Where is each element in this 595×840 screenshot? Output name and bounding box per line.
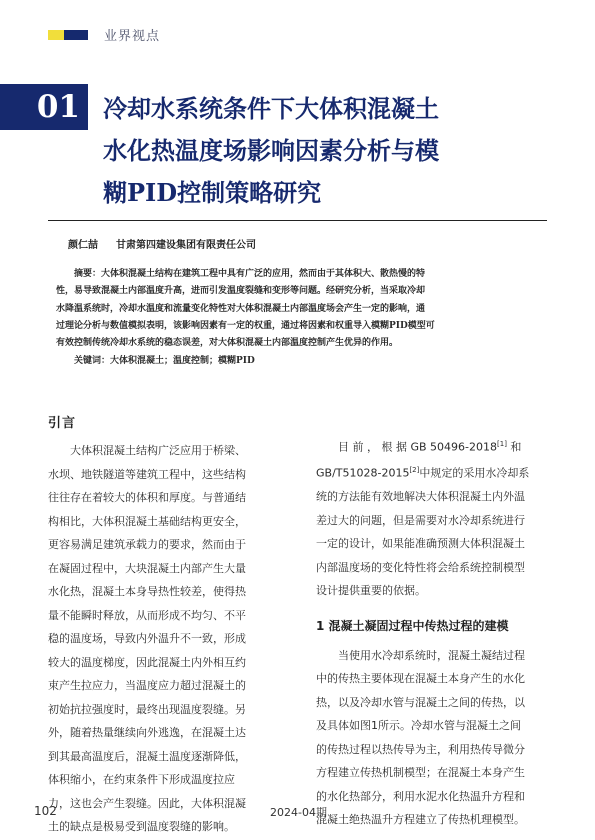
author-line (68, 236, 256, 251)
abstract-line: 水降温系统时，冷却水温度和流量变化特性对大体积混凝土内部温度场会产生一定的影响，通 (56, 303, 426, 314)
author-affiliation: 甘肃第四建设集团有限责任公司 (116, 240, 256, 251)
author-name: 颜仁喆 (68, 240, 98, 251)
citation-1: [1] (497, 440, 507, 448)
text-line: 较大的温度梯度，因此混凝土内外相互约 (48, 655, 246, 669)
issue-label: 2024-04期 (270, 806, 327, 819)
intro-paragraph (48, 439, 286, 839)
text-line: 初始抗拉强度时，最终出现温度裂缝。另 (48, 702, 246, 716)
text-line: 的水化热部分，利用水泥水化热温升方程和 (316, 789, 525, 803)
text-line: 力，这也会产生裂缝。因此，大体积混凝 (48, 796, 246, 810)
text-line: 当使用水冷却系统时，混凝土凝结过程 (338, 648, 525, 662)
text-segment: GB/T51028-2015 (316, 466, 410, 480)
text-line: 束产生拉应力，当温度应力超过混凝土的 (48, 679, 246, 692)
text-line: 稳的温度场，导致内外温升不一致，形成 (48, 632, 246, 645)
text-line: 构相比，大体积混凝土基础结构更安全， (48, 514, 246, 528)
title-line: 水化热温度场影响因素分析与模 (103, 136, 439, 165)
article-number: 01 (0, 84, 88, 130)
text-line: 大体积混凝土结构广泛应用于桥梁、 (70, 444, 246, 457)
text-line: 一定的设计，如果能准确预测大体积混凝土 (316, 537, 525, 551)
modeling-paragraph (316, 644, 554, 832)
section-heading: 1 混凝土凝固过程中传热过程的建模 (316, 618, 509, 633)
text-line: 中的传热主要体现在混凝土本身产生的水化 (316, 672, 525, 686)
text-segment: 中规定的采用水冷却系 (419, 466, 530, 480)
text-line (316, 433, 554, 459)
text-line: 的传热过程以热传导为主，利用热传导微分 (316, 742, 525, 756)
text-line: 方程建立传热机制模型；在混凝土本身产生 (316, 766, 525, 780)
keywords: 关键词：大体积混凝土；温度控制；模糊PID (74, 356, 255, 367)
header-mark-blue (64, 30, 88, 40)
title-divider (48, 220, 547, 221)
header-mark-yellow (48, 30, 64, 40)
section-label: 业界视点 (104, 29, 161, 44)
text-line: 差过大的问题，但是需要对水冷却系统进行 (316, 513, 525, 527)
text-line: 热，以及冷却水管与混凝土之间的传热，以 (316, 695, 525, 709)
text-segment: 和 (506, 440, 522, 454)
standards-paragraph (316, 433, 554, 603)
abstract-line: 性，易导致混凝土内部温度升高，进而引发温度裂缝和变形等问题。经研究分析，当采取冷却 (56, 286, 426, 297)
text-line (316, 459, 554, 485)
abstract (56, 266, 546, 371)
text-line: 内部温度场的变化特性将会给系统控制模型 (316, 560, 525, 574)
text-line: 水化热，混凝土本身导热性较差，使得热 (48, 585, 246, 598)
text-line: 设计提供重要的依据。 (316, 584, 426, 598)
text-line: 在凝固过程中，大块混凝土内部产生大量 (48, 561, 246, 575)
text-line: 统的方法能有效地解决大体积混凝土内外温 (316, 490, 525, 504)
text-line: 土的缺点是极易受到温度裂缝的影响。 (48, 820, 235, 833)
title-line: 冷却水系统条件下大体积混凝土 (103, 94, 439, 123)
text-line: 量不能瞬时释放，从而形成不均匀、不平 (48, 608, 246, 622)
text-line: 到其最高温度后，混凝土温度逐渐降低， (48, 749, 246, 763)
abstract-line: 过理论分析与数值模拟表明，该影响因素有一定的权重，通过将因素和权重导入模糊PID模型可 (56, 320, 435, 331)
text-line: 水坝、地铁隧道等建筑工程中，这些结构 (48, 467, 246, 481)
text-line: 体积缩小，在约束条件下形成温度拉应 (48, 773, 235, 786)
right-column (316, 433, 554, 832)
citation-2: [2] (409, 466, 420, 475)
text-line: 更容易满足建筑承载力的要求，然而由于 (48, 538, 246, 551)
abstract-line: 摘要：大体积混凝土结构在建筑工程中具有广泛的应用，然而由于其体积大、散热慢的特 (74, 269, 426, 279)
text-line: 及具体如图1所示。冷却水管与混凝土之间 (316, 719, 521, 733)
left-column (48, 412, 286, 839)
intro-heading: 引言 (48, 416, 77, 431)
abstract-line: 有效控制传统冷却水系统的稳态误差，对大体积混凝土内部温度控制产生优异的作用。 (56, 338, 399, 349)
text-segment: 目 前 ， 根 据 GB 50496-2018 (338, 440, 498, 454)
title-line: 糊PID控制策略研究 (103, 178, 322, 207)
text-line: 外，随着热量继续向外逃逸，在混凝土达 (48, 726, 246, 739)
text-line: 混凝土绝热温升方程建立了传热机理模型。 (316, 813, 525, 827)
article-title (103, 88, 553, 214)
page-number: 102 (34, 804, 57, 818)
text-line: 往往存在着较大的体积和厚度。与普通结 (48, 491, 246, 504)
